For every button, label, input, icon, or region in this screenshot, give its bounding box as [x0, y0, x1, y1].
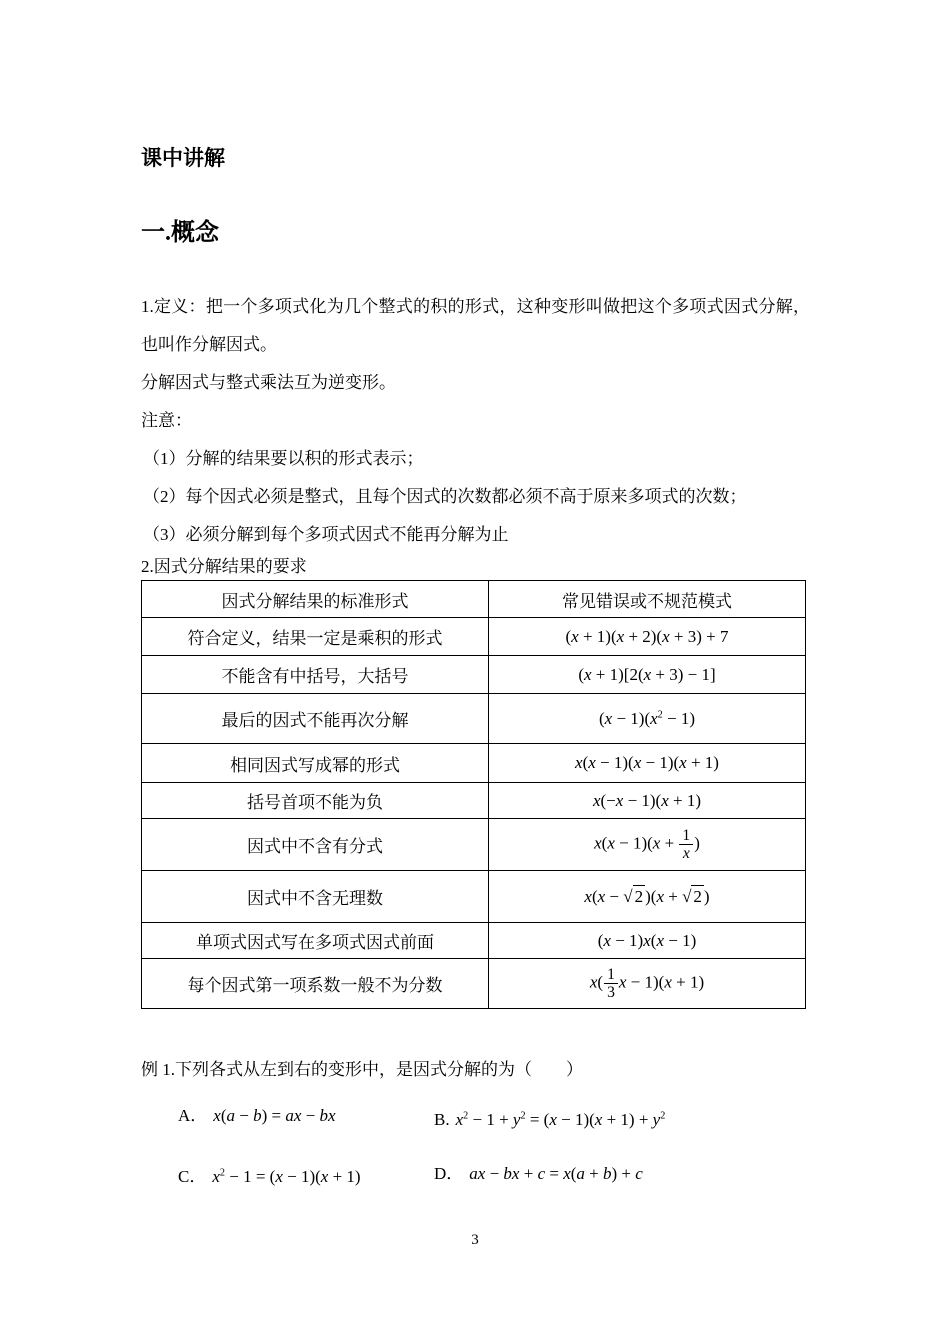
formula-cell: x(−x − 1)(x + 1) [489, 783, 806, 819]
page-content [141, 0, 810, 1192]
column-header-common-errors: 常见错误或不规范模式 [489, 581, 806, 618]
option-c [178, 1159, 434, 1193]
table-row [142, 744, 806, 783]
option-d-label: D． [434, 1163, 464, 1183]
option-b-formula: $x^2 - 1 + y^2 = (x - 1)(x + 1) + y^2$ [455, 1109, 666, 1129]
rule-cell: 因式中不含无理数 [142, 871, 489, 923]
column-header-standard-form: 因式分解结果的标准形式 [142, 581, 489, 618]
example-prompt: 例 1.下列各式从左到右的变形中，是因式分解的为（ ） [141, 1060, 583, 1079]
table-row [142, 819, 806, 871]
option-c-formula: $x^2 - 1 = (x - 1)(x + 1)$ [212, 1167, 361, 1187]
table-row [142, 923, 806, 959]
requirements-table [141, 580, 806, 1009]
option-b [434, 1101, 665, 1135]
table-row [142, 656, 806, 694]
option-a-formula: x(a − b) = ax − bx [213, 1106, 336, 1125]
rule-cell: 括号首项不能为负 [142, 783, 489, 819]
rule-cell: 因式中不含有分式 [142, 819, 489, 871]
table-row [142, 871, 806, 923]
formula-cell: $(x - 1)(x^2 - 1)$ [489, 694, 806, 744]
rule-cell: 符合定义，结果一定是乘积的形式 [142, 618, 489, 656]
table-row [142, 959, 806, 1009]
table-caption: 2.因式分解结果的要求 [141, 557, 307, 576]
rule-cell: 最后的因式不能再次分解 [142, 694, 489, 744]
option-d [434, 1159, 643, 1193]
table-header-row [142, 581, 806, 618]
formula-cell: x(x − √ 2 )(x + √ 2 ) [489, 871, 806, 923]
table-row [142, 618, 806, 656]
formula-cell: (x + 1)(x + 2)(x + 3) + 7 [489, 618, 806, 656]
rule-cell: 单项式因式写在多项式因式前面 [142, 923, 489, 959]
note-item-3: （3）必须分解到每个多项式因式不能再分解为止 [143, 525, 509, 544]
inverse-note: 分解因式与整式乘法互为逆变形。 [141, 373, 396, 392]
option-b-label: B. [434, 1109, 450, 1129]
rule-cell: 相同因式写成幂的形式 [142, 744, 489, 783]
definition-paragraph: 1.定义：把一个多项式化为几个整式的积的形式，这种变形叫做把这个多项式因式分解，也叫作分解因式。 [141, 297, 810, 354]
notes-label: 注意： [141, 411, 192, 430]
note-item-2: （2）每个因式必须是整式，且每个因式的次数都必须不高于原来多项式的次数； [143, 487, 747, 506]
formula-cell: (x + 1)[2(x + 3) − 1] [489, 656, 806, 694]
options-row-2 [141, 1159, 810, 1193]
option-a-label: A． [178, 1106, 208, 1125]
table-row [142, 694, 806, 744]
note-item-1: （1）分解的结果要以积的形式表示； [143, 449, 424, 468]
options-row-1 [141, 1101, 810, 1135]
formula-cell: x( $\frac{1}{3}$ x − 1)(x + 1) [489, 959, 806, 1009]
rule-cell: 不能含有中括号，大括号 [142, 656, 489, 694]
option-c-label: C． [178, 1167, 207, 1187]
table-row [142, 783, 806, 819]
page-title: 课中讲解 [141, 146, 225, 170]
formula-cell: x(x − 1)(x − 1)(x + 1) [489, 744, 806, 783]
option-a [178, 1101, 434, 1135]
option-d-formula: ax − bx + c = x(a + b) + c [469, 1163, 643, 1183]
section-heading: 一.概念 [141, 220, 219, 246]
formula-cell: x(x − 1)(x + $\frac{1}{x}$ ) [489, 819, 806, 871]
rule-cell: 每个因式第一项系数一般不为分数 [142, 959, 489, 1009]
page-number: 3 [471, 1232, 479, 1248]
formula-cell: (x − 1)x(x − 1) [489, 923, 806, 959]
